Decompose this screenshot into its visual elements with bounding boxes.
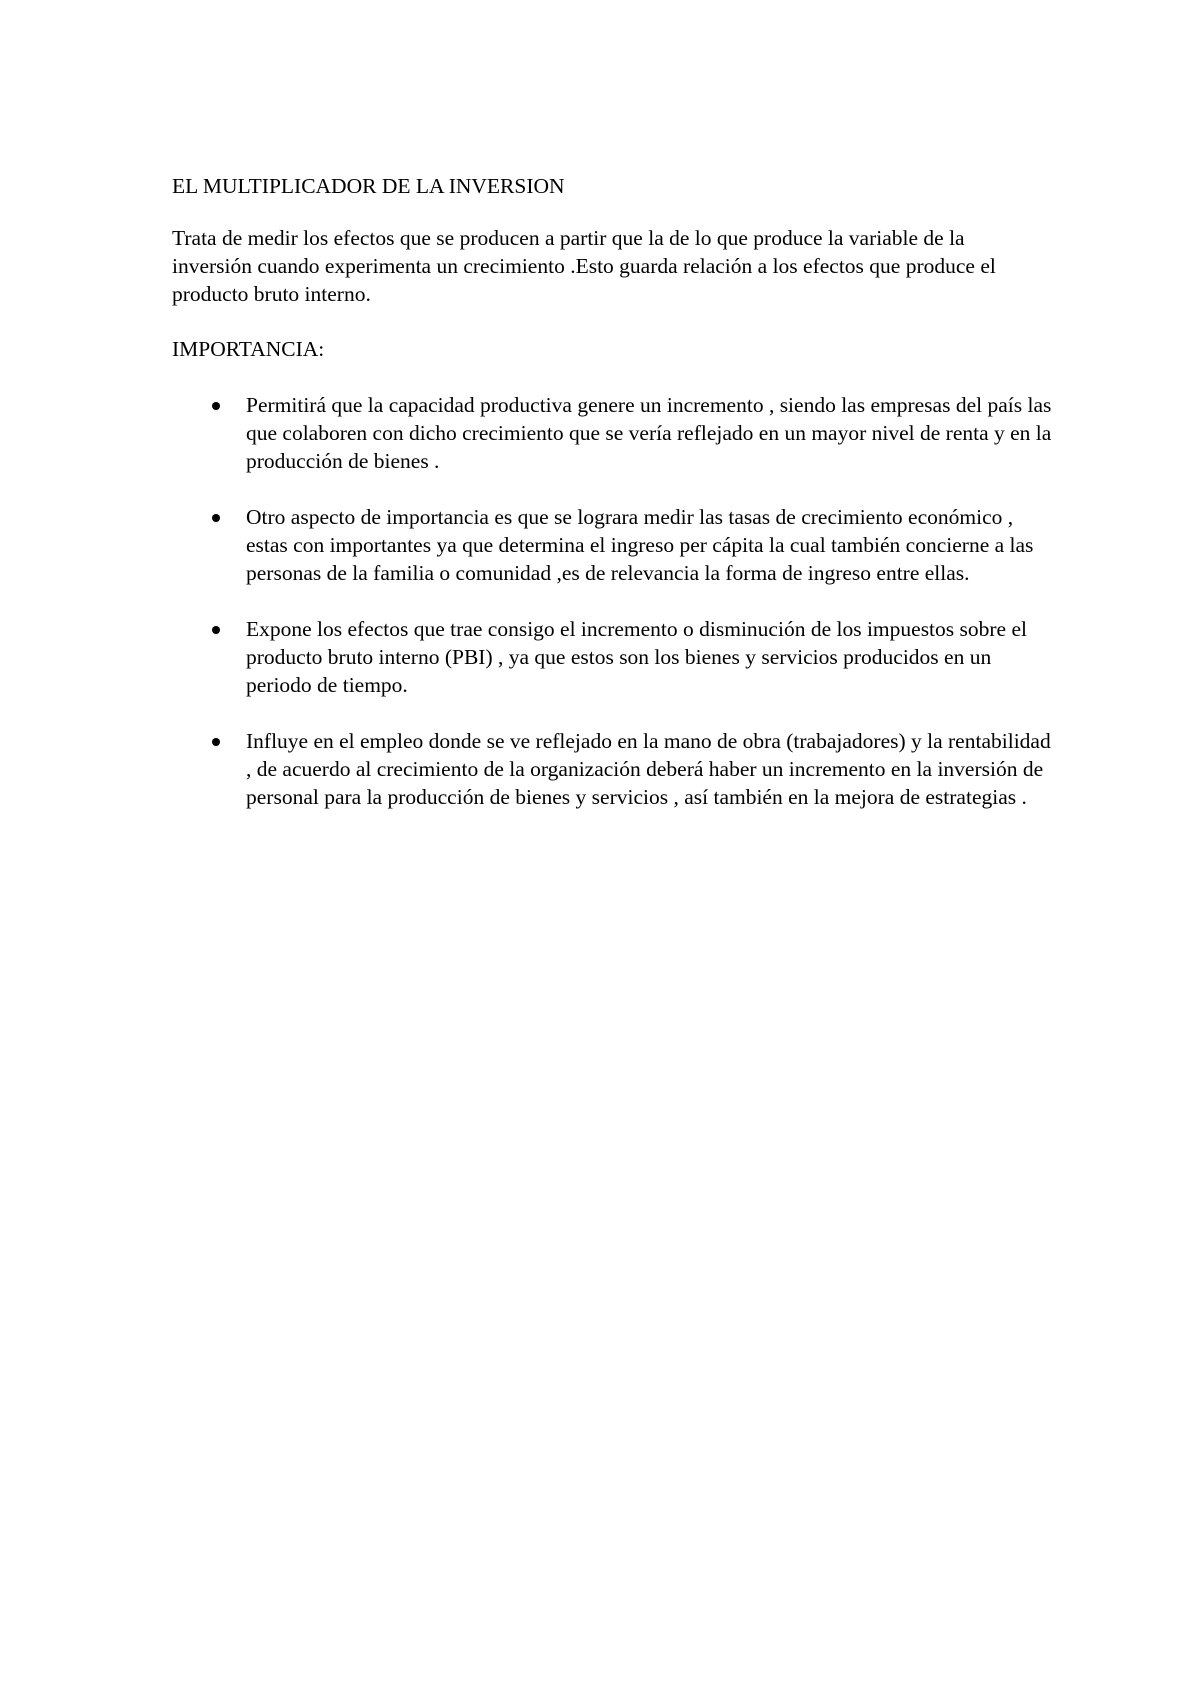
intro-paragraph: Trata de medir los efectos que se producen a partir que la de lo que produce la variable de la inversión cuando experimenta un crecimiento .Esto guarda relación a los efectos que produce el producto bruto interno.: [172, 226, 996, 306]
bullet-text: Influye en el empleo donde se ve reflejado en la mano de obra (trabajadores) y la rentabilidad , de acuerdo al crecimiento de la organización deberá haber un incremento en la inversión de personal para la producción de bienes y servicios , así también en la mejora de estrategias .: [246, 729, 1051, 809]
bullet-dot-icon: [212, 514, 220, 522]
bullet-item: [172, 727, 1056, 811]
bullet-text: Expone los efectos que trae consigo el incremento o disminución de los impuestos sobre el producto bruto interno (PBI) , ya que estos son los bienes y servicios producidos en un periodo de tiempo.: [246, 617, 1027, 697]
bullet-item: [172, 391, 1056, 475]
bullet-dot-icon: [212, 738, 220, 746]
section-heading-importancia: IMPORTANCIA:: [172, 337, 325, 361]
bullet-item: [172, 503, 1056, 587]
document-body: [172, 172, 1052, 839]
importance-bullet-list: [172, 391, 1052, 811]
bullet-text: Otro aspecto de importancia es que se lograra medir las tasas de crecimiento económico , estas con importantes ya que determina el ingreso per cápita la cual también concierne a las personas de la familia o comunidad ,es de relevancia la forma de ingreso entre ellas.: [246, 505, 1034, 585]
bullet-item: [172, 615, 1056, 699]
document-title: EL MULTIPLICADOR DE LA INVERSION: [172, 174, 565, 198]
bullet-dot-icon: [212, 626, 220, 634]
bullet-dot-icon: [212, 402, 220, 410]
bullet-text: Permitirá que la capacidad productiva genere un incremento , siendo las empresas del país las que colaboren con dicho crecimiento que se vería reflejado en un mayor nivel de renta y en la producción de bienes .: [246, 393, 1052, 473]
